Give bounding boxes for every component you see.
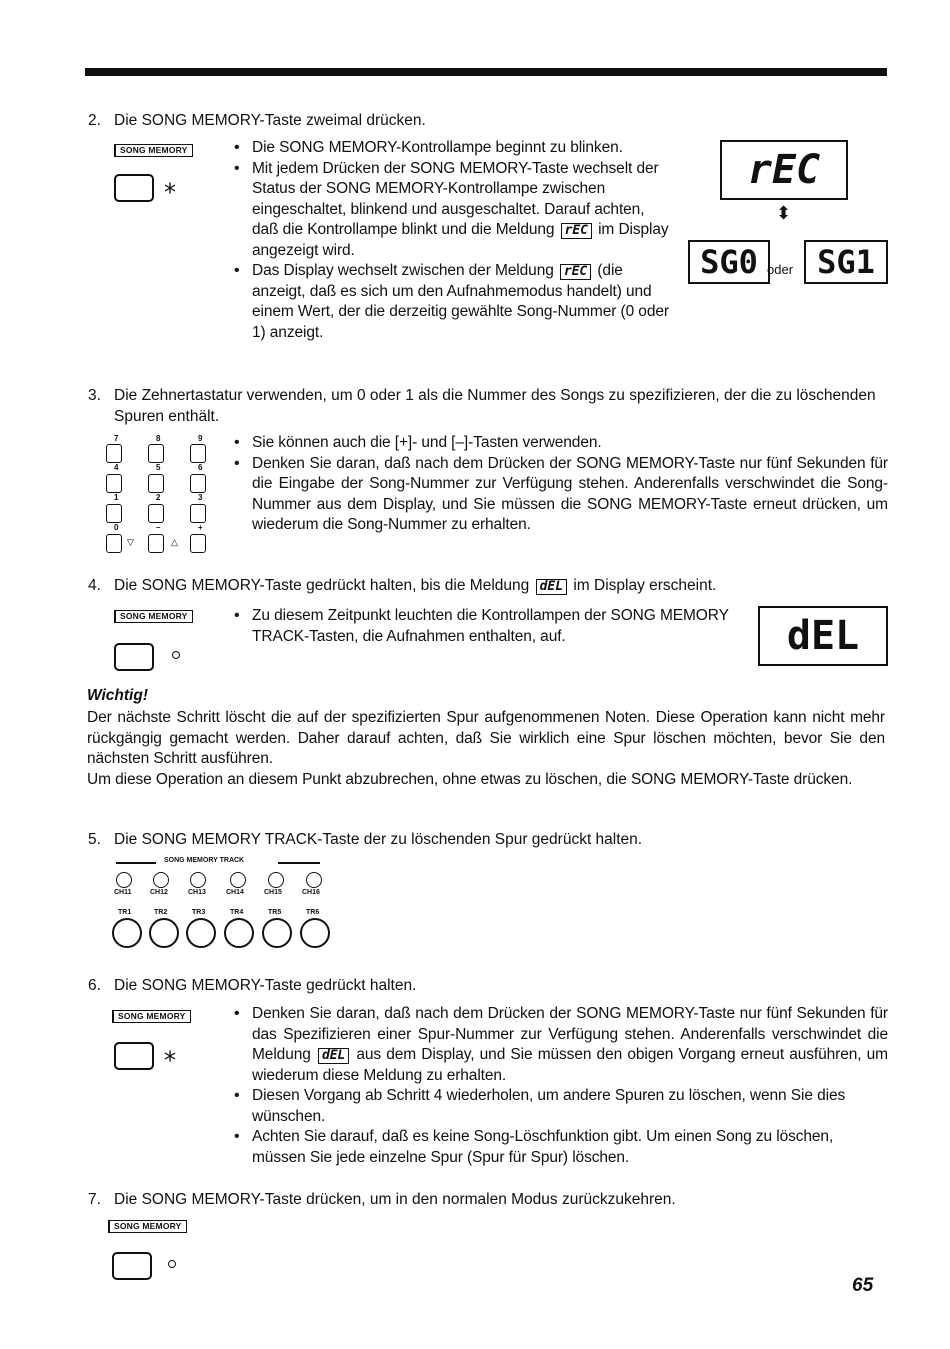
song-memory-button-2[interactable]: [114, 643, 154, 671]
track-button-tr5[interactable]: [262, 918, 292, 948]
song-memory-button[interactable]: [114, 174, 154, 202]
step4-number: 4.: [88, 577, 101, 594]
rec-lcd-inline: rEC: [561, 223, 592, 239]
key-6[interactable]: [190, 474, 206, 493]
step2-heading: 2. Die SONG MEMORY-Taste zweimal drücken.: [88, 111, 648, 132]
track-lamp-ch15: [268, 872, 284, 888]
lamp-off-icon: [172, 651, 180, 659]
step3-number: 3.: [88, 387, 101, 404]
track-button-tr4[interactable]: [224, 918, 254, 948]
song-memory-key-label-2: SONG MEMORY: [114, 610, 193, 623]
key-0[interactable]: [106, 534, 122, 553]
track-button-tr2[interactable]: [149, 918, 179, 948]
song-memory-button-3[interactable]: [114, 1042, 154, 1070]
step5-heading: 5. Die SONG MEMORY TRACK-Taste der zu löschenden Spur gedrückt halten.: [88, 830, 888, 851]
step5-number: 5.: [88, 831, 101, 848]
top-rule: [85, 68, 887, 76]
key-3[interactable]: [190, 504, 206, 523]
key-2[interactable]: [148, 504, 164, 523]
step6-bullet-2: • Diesen Vorgang ab Schritt 4 wiederholen, um andere Spuren zu löschen, wenn Sie dies wünschen.: [230, 1086, 888, 1127]
step2-bullet-3: • Das Display wechselt zwischen der Meldung rEC (die anzeigt, daß es sich um den Aufnahmemodus handelt) und einem Wert, der die derzeitig gewählte Song-Nummer (0 oder 1) anzeigt.: [230, 261, 675, 343]
key-plus[interactable]: [190, 534, 206, 553]
blinking-lamp-icon-2: ⁎: [164, 1040, 176, 1067]
step6-heading: 6. Die SONG MEMORY-Taste gedrückt halten.: [88, 976, 888, 997]
lcd-display-sg1: SG1: [804, 240, 888, 284]
track-button-tr1[interactable]: [112, 918, 142, 948]
del-lcd-inline: dEL: [536, 579, 567, 595]
step7-number: 7.: [88, 1191, 101, 1208]
step2-bullets: [230, 138, 675, 343]
numeric-keypad: 7 8 9 4 5 6 1 2 3 0 – + ▽ △: [104, 434, 214, 554]
track-lamp-ch11: [116, 872, 132, 888]
step6-bullets: [230, 1004, 888, 1168]
track-lamp-ch12: [153, 872, 169, 888]
key-minus[interactable]: [148, 534, 164, 553]
key-8[interactable]: [148, 444, 164, 463]
step4-bullet-1: • Zu diesem Zeitpunkt leuchten die Kontrollampen der SONG MEMORY TRACK-Tasten, die Aufnahmen enthalten, auf.: [230, 606, 730, 647]
lcd-display-sg0: SG0: [688, 240, 770, 284]
page-number: 65: [852, 1275, 874, 1296]
track-lamp-ch14: [230, 872, 246, 888]
step2-number: 2.: [88, 112, 101, 129]
del-lcd-inline-2: dEL: [318, 1048, 349, 1064]
step3-heading: 3. Die Zehnertastatur verwenden, um 0 oder 1 als die Nummer des Songs zu spezifizieren, der die zu löschenden Spuren enthält.: [88, 387, 876, 425]
important-paragraph-1: Der nächste Schritt löscht die auf der spezifizierten Spur aufgenommenen Noten. Diese Operation kann nicht mehr rückgängig gemacht werden. Daher darauf achten, daß Sie wirklich eine Spur löschen möchten, bevor Sie den nächsten Schritt ausführen.: [87, 709, 885, 767]
important-paragraph-2: Um diese Operation an diesem Punkt abzubrechen, ohne etwas zu löschen, die SONG MEMORY-Taste drücken.: [87, 771, 853, 788]
important-title: Wichtig!: [87, 687, 148, 704]
step7-heading: 7. Die SONG MEMORY-Taste drücken, um in den normalen Modus zurückzukehren.: [88, 1190, 888, 1211]
song-memory-key-label-4: SONG MEMORY: [108, 1220, 187, 1233]
key-1[interactable]: [106, 504, 122, 523]
song-memory-key-label: SONG MEMORY: [114, 144, 193, 157]
step6-bullet-3: • Achten Sie darauf, daß es keine Song-Löschfunktion gibt. Um einen Song zu löschen, müssen Sie jede einzelne Spur (Spur für Spur) löschen.: [230, 1127, 888, 1168]
key-4[interactable]: [106, 474, 122, 493]
song-memory-button-4[interactable]: [112, 1252, 152, 1280]
up-arrow-icon: △: [171, 537, 178, 547]
oder-label: oder: [767, 262, 794, 277]
step4-bullets: [230, 606, 730, 647]
key-5[interactable]: [148, 474, 164, 493]
step3-bullet-2: • Denken Sie daran, daß nach dem Drücken der SONG MEMORY-Taste nur fünf Sekunden für die Eingabe der Song-Nummer zur Verfügung stehen. Anderenfalls verschwindet die Song-Nummer aus dem Display, und Sie müssen die SONG MEMORY-Taste erneut drücken, um wiederum die Song-Nummer zu erhalten.: [230, 454, 888, 536]
key-9[interactable]: [190, 444, 206, 463]
lcd-display-del: dEL: [758, 606, 888, 666]
lcd-display-rec: rEC: [720, 140, 848, 200]
key-7[interactable]: [106, 444, 122, 463]
blinking-lamp-icon: ⁎: [164, 172, 176, 199]
lamp-off-icon-2: [168, 1260, 176, 1268]
step6-bullet-1: • Denken Sie daran, daß nach dem Drücken der SONG MEMORY-Taste nur fünf Sekunden für das Spezifizieren einer Spur-Nummer zur Verfügung stehen. Anderenfalls verschwindet die Meldung dEL aus dem Display, und Sie müssen den obigen Vorgang erneut ausführen, um wiederum diese Meldung zu erhalten.: [230, 1004, 888, 1086]
track-button-tr3[interactable]: [186, 918, 216, 948]
down-arrow-icon: ▽: [127, 537, 134, 547]
song-memory-track-panel: SONG MEMORY TRACK CH11 CH12 CH13 CH14 CH15 CH16 TR1 TR2 TR3 TR4 TR5 TR6: [114, 856, 324, 946]
track-panel-title: SONG MEMORY TRACK: [164, 857, 245, 864]
step2-bullet-2: • Mit jedem Drücken der SONG MEMORY-Taste wechselt der Status der SONG MEMORY-Kontrollampe zwischen eingeschaltet, blinkend und ausgeschaltet. Darauf achten, daß die Kontrollampe blinkt und die Meldung rEC im Display angezeigt wird.: [230, 159, 675, 262]
song-memory-key-label-3: SONG MEMORY: [112, 1010, 191, 1023]
step6-number: 6.: [88, 977, 101, 994]
toggle-arrow-icon: ⬍: [776, 203, 792, 223]
track-lamp-ch13: [190, 872, 206, 888]
step4-heading: 4. Die SONG MEMORY-Taste gedrückt halten, bis die Meldung dEL im Display erscheint.: [88, 576, 888, 597]
track-lamp-ch16: [306, 872, 322, 888]
step3-bullets: [230, 433, 888, 536]
step3-bullet-1: • Sie können auch die [+]- und [–]-Tasten verwenden.: [230, 433, 888, 454]
track-button-tr6[interactable]: [300, 918, 330, 948]
step2-bullet-1: • Die SONG MEMORY-Kontrollampe beginnt zu blinken.: [230, 138, 675, 159]
rec-lcd-inline-2: rEC: [560, 264, 591, 280]
